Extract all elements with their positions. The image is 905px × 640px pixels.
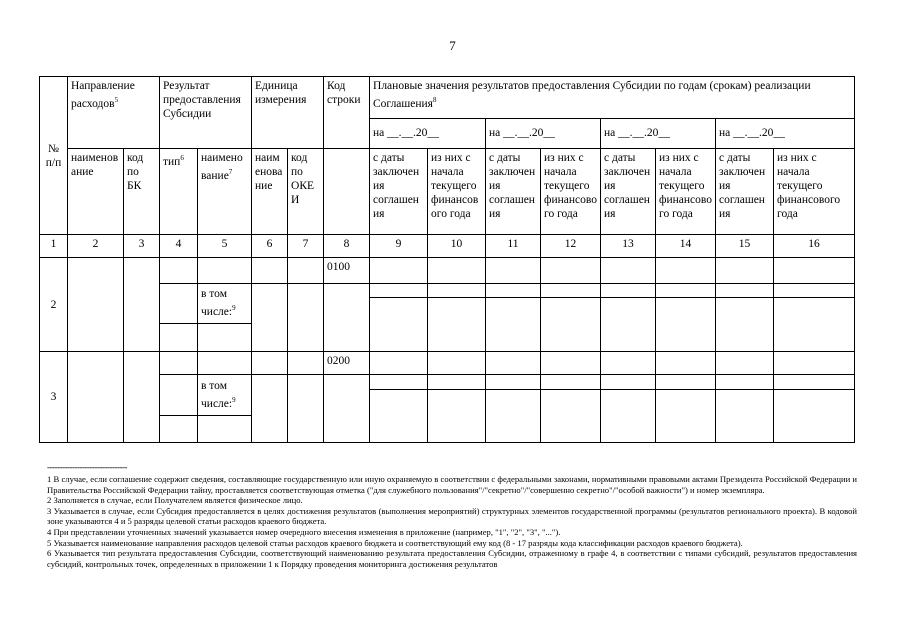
cell-empty [541,352,601,375]
cell-empty [288,352,324,375]
cell-empty [428,258,486,283]
cell-empty [541,390,601,443]
row-number: 2 [40,258,68,352]
subheader-okei: код по ОКЕИ [288,148,324,234]
cell-empty [716,283,774,298]
cell-empty [601,352,656,375]
cell-empty [198,323,252,351]
cell-empty [370,298,428,352]
table-row [40,375,855,390]
cell-empty [370,352,428,375]
cell-empty [486,390,541,443]
subheader-unit-name: наименование [252,148,288,234]
col-number: 4 [160,235,198,258]
cell-empty [370,258,428,283]
subheader-code-bk: код по БК [124,148,160,234]
table-row [40,283,855,298]
cell-empty [252,258,288,283]
footnote-1: 1 В случае, если соглашение содержит сведения, составляющие государственную или иную охраняемую в соответствии с федеральными законами, нормативными правовыми актами Президента Российской Федерации и Правительства Российской Федерации тайну, проставляется соответствующая отметка ("для служебного пользования"/"секретно"/"совершенно секретно"/"особой важности") и номер экземпляра. [47,474,857,495]
subheader-from-date: с даты заключения соглашения [370,148,428,234]
cell-empty [774,352,855,375]
subheader-result-name: наименование$^7$ [198,148,252,234]
cell-empty [541,283,601,298]
header-direction: Направление расходов$^5$ [68,77,160,149]
subheader-name: наименование [68,148,124,234]
cell-empty [656,298,716,352]
cell-empty [160,415,198,442]
col-number: 8 [324,235,370,258]
footnote-4: 4 При представлении уточненных значений указывается номер очередного внесения изменения в приложение (например, "1", "2", "3", "..."). [47,526,561,537]
row-code: 0200 [324,352,370,375]
cell-empty [252,283,288,352]
cell-empty [541,375,601,390]
col-number: 6 [252,235,288,258]
col-number: 2 [68,235,124,258]
cell-empty [601,390,656,443]
subheader-from-year: из них с начала текущего финансового года [428,148,486,234]
col-number: 7 [288,235,324,258]
cell-empty [486,375,541,390]
cell-empty [774,390,855,443]
subheader-type: тип$^6$ [160,148,198,234]
results-table [39,76,855,443]
footnote-separator: -------------------------------- [47,462,127,472]
cell-empty [656,283,716,298]
cell-empty [198,258,252,283]
col-number: 10 [428,235,486,258]
header-unit: Единица измерения [252,77,324,149]
cell-empty [252,352,288,375]
subheader-from-date: с даты заключения соглашения [486,148,541,234]
cell-empty [656,390,716,443]
cell-empty [656,375,716,390]
cell-empty [124,258,160,352]
col-number: 3 [124,235,160,258]
column-number-row [40,235,855,258]
cell-empty [68,258,124,352]
cell-empty [716,352,774,375]
cell-empty [198,415,252,442]
cell-empty [160,283,198,323]
col-number: 14 [656,235,716,258]
cell-empty [541,258,601,283]
cell-empty [656,258,716,283]
cell-empty [428,375,486,390]
cell-empty [716,258,774,283]
header-code: Код строки [324,77,370,149]
cell-empty [428,352,486,375]
cell-empty [288,375,324,443]
footnote-2: 2 Заполняется в случае, если Получателем является физическое лицо. [47,495,303,506]
cell-empty [160,323,198,351]
footnote-3: 3 Указывается в случае, если Субсидия предоставляется в целях достижения результатов (выполнения мероприятий) структурных элементов государственной программы (результатов регионального проекта). В кодовой зоне указываются 4 и 5 разряды целевой статьи расходов краевого бюджета. [47,505,857,527]
cell-empty [774,375,855,390]
header-year-3: на __.__.20__ [601,119,716,149]
cell-empty [716,375,774,390]
cell-empty [160,375,198,415]
cell-empty [160,352,198,375]
table-row [40,258,855,283]
header-year-4: на __.__.20__ [716,119,855,149]
header-year-1: на __.__.20__ [370,119,486,149]
footnotes [47,474,857,569]
cell-empty [370,283,428,298]
header-num: № п/п [40,77,68,235]
subheader-from-year: из них с начала текущего финансового года [656,148,716,234]
col-number: 16 [774,235,855,258]
row-code: 0100 [324,258,370,283]
footnote-5: 5 Указывается наименование направления расходов целевой статьи расходов краевого бюджета и соответствующий ему код (8 - 17 разряды кода классификации расходов краевого бюджета). [47,537,743,548]
cell-empty [428,298,486,352]
cell-empty [774,258,855,283]
table-row [40,352,855,375]
subheader-code-empty [324,148,370,234]
cell-empty [656,352,716,375]
cell-empty [774,298,855,352]
cell-empty [486,283,541,298]
including-label: в том числе:$^9$ [198,283,252,323]
cell-empty [370,375,428,390]
subheader-from-date: с даты заключения соглашения [716,148,774,234]
col-number: 12 [541,235,601,258]
col-number: 13 [601,235,656,258]
cell-empty [160,258,198,283]
cell-empty [486,258,541,283]
subheader-from-year: из них с начала текущего финансового года [774,148,855,234]
cell-empty [324,283,370,352]
cell-empty [428,283,486,298]
cell-empty [601,258,656,283]
cell-empty [198,352,252,375]
cell-empty [428,390,486,443]
cell-empty [124,352,160,443]
cell-empty [288,258,324,283]
col-number: 1 [40,235,68,258]
header-result: Результат предоставления Субсидии [160,77,252,149]
header-plan: Плановые значения результатов предоставления Субсидии по годам (срокам) реализации Соглашения$^8$ [370,77,855,119]
cell-empty [288,283,324,352]
subheader-from-date: с даты заключения соглашения [601,148,656,234]
cell-empty [716,390,774,443]
cell-empty [486,352,541,375]
cell-empty [324,375,370,443]
cell-empty [601,375,656,390]
cell-empty [601,298,656,352]
cell-empty [601,283,656,298]
cell-empty [716,298,774,352]
cell-empty [252,375,288,443]
cell-empty [68,352,124,443]
cell-empty [486,298,541,352]
col-number: 15 [716,235,774,258]
col-number: 9 [370,235,428,258]
col-number: 5 [198,235,252,258]
page-number: 7 [449,38,456,53]
cell-empty [774,283,855,298]
col-number: 11 [486,235,541,258]
header-year-2: на __.__.20__ [486,119,601,149]
subheader-from-year: из них с начала текущего финансового года [541,148,601,234]
row-number: 3 [40,352,68,443]
footnote-6: 6 Указывается тип результата предоставления Субсидии, соответствующий наименованию результата предоставления Субсидии, отраженному в графе 4, в соответствии с типами субсидий, результатов предоставления субсидий, контрольных точек, определенных в приложении 1 к Порядку проведения мониторинга достижения результатов [47,548,857,569]
cell-empty [370,390,428,443]
including-label: в том числе:$^9$ [198,375,252,415]
cell-empty [541,298,601,352]
